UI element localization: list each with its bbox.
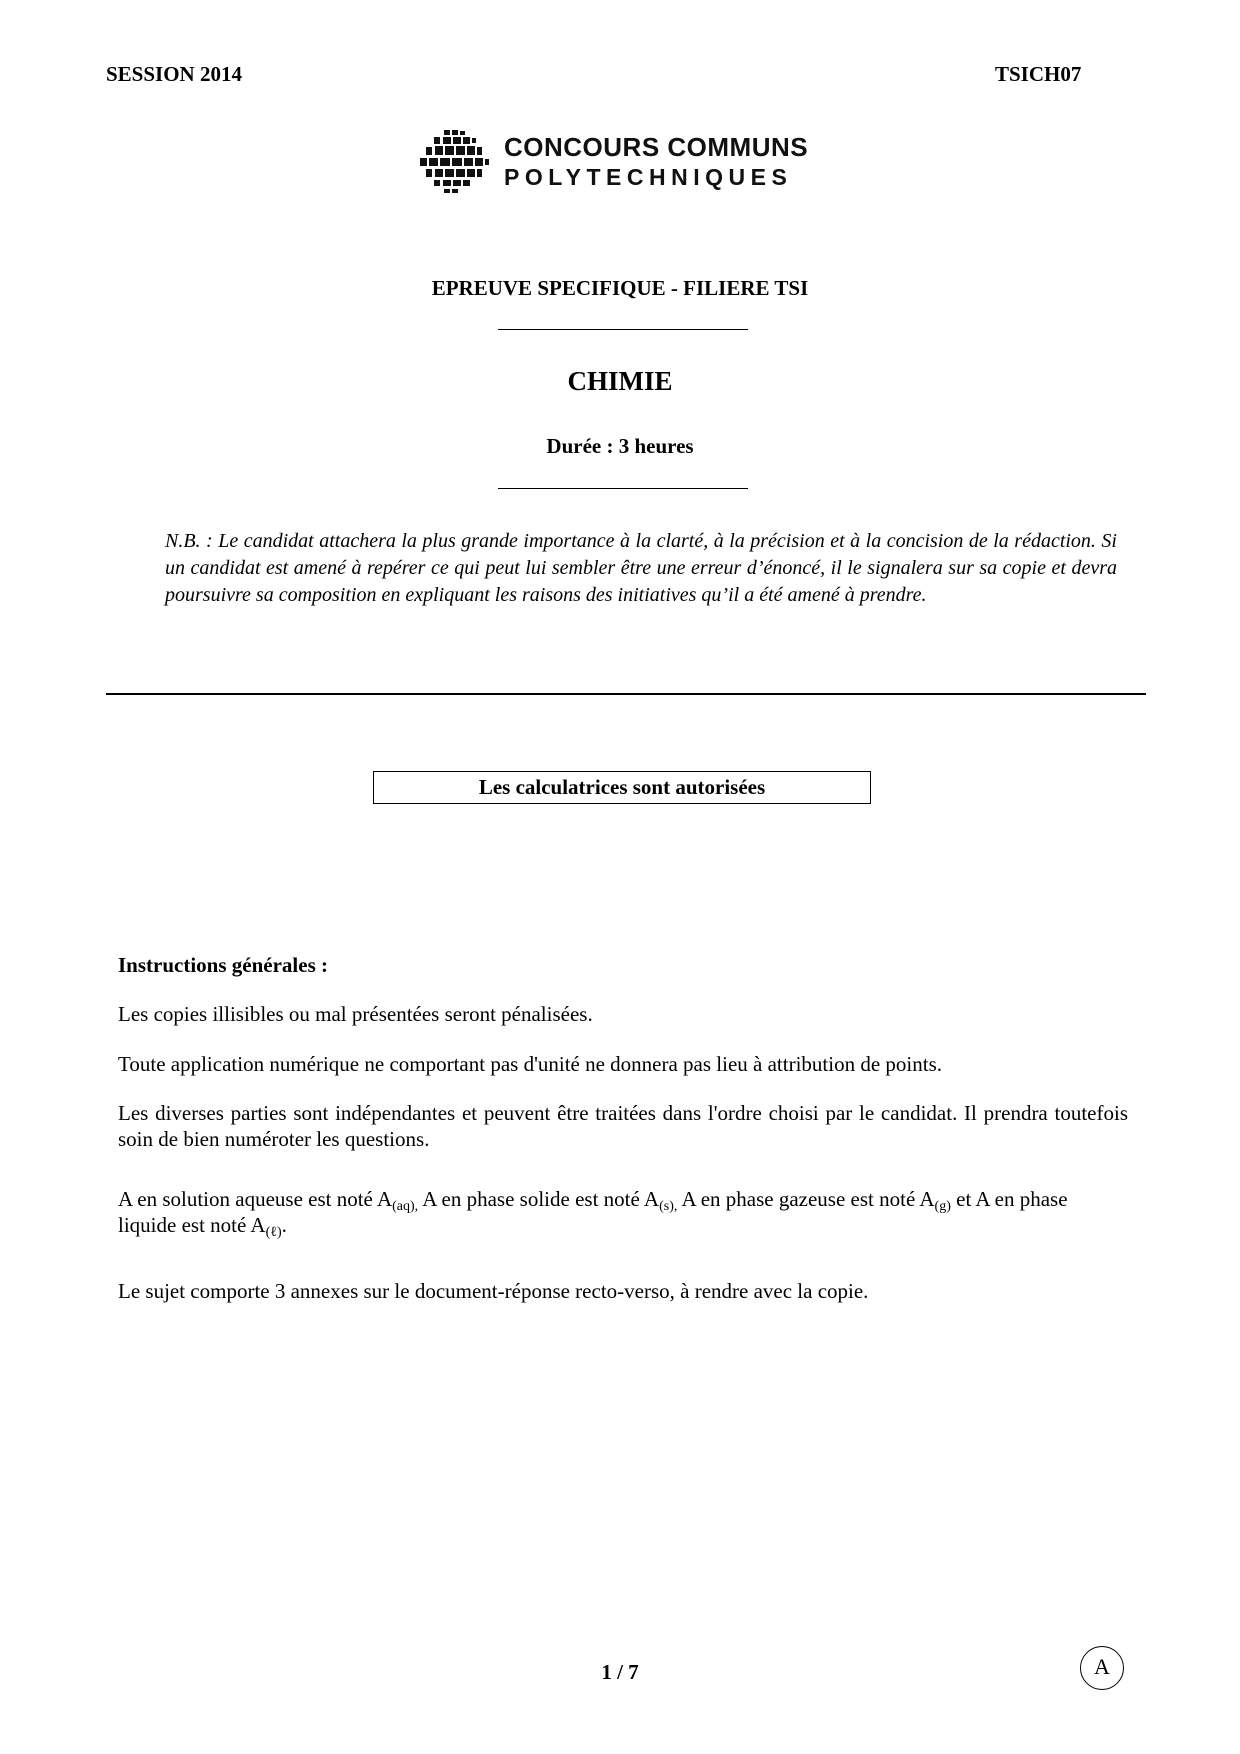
section-separator bbox=[106, 693, 1146, 695]
divider bbox=[498, 329, 748, 330]
notation-text: A en phase solide est noté A bbox=[418, 1187, 660, 1211]
globe-grid-icon bbox=[418, 128, 490, 196]
session-label: SESSION 2014 bbox=[106, 62, 242, 86]
instruction-paragraph: Le sujet comporte 3 annexes sur le document-réponse recto-verso, à rendre avec la copie. bbox=[118, 1279, 869, 1303]
page-number: 1 / 7 bbox=[601, 1660, 639, 1684]
instruction-paragraph: Toute application numérique ne comportant pas d'unité ne donnera pas lieu à attribution de points. bbox=[118, 1052, 943, 1076]
notation-subscript: (ℓ) bbox=[265, 1225, 282, 1240]
exam-code: TSICH07 bbox=[995, 62, 1082, 86]
nb-notice: N.B. : Le candidat attachera la plus grande importance à la clarté, à la précision et à la concision de la rédaction. Si un candidat est amené à repérer ce qui peut lui sembler être une erreur d’énoncé, il le signalera sur sa copie et devra poursuivre sa composition en expliquant les raisons des initiatives qu’il a été amené à prendre. bbox=[165, 530, 1117, 606]
notation-paragraph bbox=[118, 1186, 1128, 1238]
ccp-logo bbox=[418, 128, 818, 196]
notation-text: A en phase gazeuse est noté A bbox=[677, 1187, 935, 1211]
notation-subscript: (g) bbox=[934, 1199, 951, 1214]
calculators-notice: Les calculatrices sont autorisées bbox=[373, 771, 871, 804]
subject-title: CHIMIE bbox=[567, 366, 673, 396]
notation-text: et A en phase liquide est noté A bbox=[118, 1187, 1068, 1237]
notation-subscript: (s), bbox=[659, 1199, 678, 1214]
version-badge: A bbox=[1080, 1646, 1124, 1690]
notation-text: . bbox=[281, 1213, 287, 1237]
instruction-paragraph: Les copies illisibles ou mal présentées seront pénalisées. bbox=[118, 1002, 593, 1026]
notation-text: A en solution aqueuse est noté A bbox=[118, 1187, 393, 1211]
divider bbox=[498, 488, 748, 489]
logo-line1: CONCOURS COMMUNS bbox=[504, 132, 809, 162]
duration-label: Durée : 3 heures bbox=[546, 434, 694, 458]
notation-subscript: (aq), bbox=[392, 1199, 419, 1214]
logo-line2: POLYTECHNIQUES bbox=[504, 164, 793, 190]
instruction-paragraph: Les diverses parties sont indépendantes et peuvent être traitées dans l'ordre choisi par le candidat. Il prendra toutefois soin de bien numéroter les questions. bbox=[118, 1101, 1128, 1151]
instructions-title: Instructions générales : bbox=[118, 953, 328, 977]
exam-track-title: EPREUVE SPECIFIQUE - FILIERE TSI bbox=[431, 276, 809, 300]
